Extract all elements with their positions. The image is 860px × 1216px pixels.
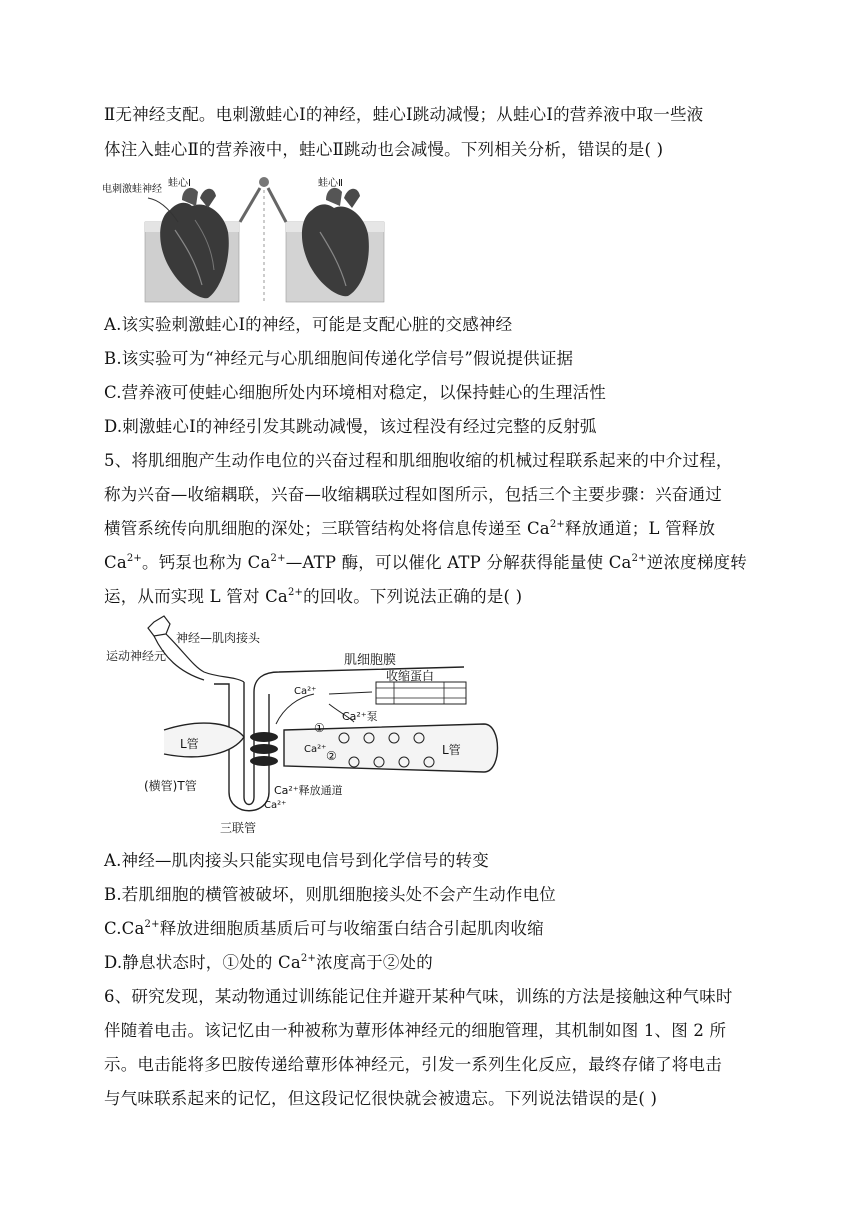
label-heart-2: 蛙心Ⅱ: [318, 178, 343, 189]
label-nmj: 神经—肌肉接头: [176, 631, 261, 645]
label-circle-1: ①: [314, 721, 325, 735]
label-l-tube-left: L管: [180, 737, 199, 751]
label-ca-l-tube: Ca²⁺: [304, 744, 327, 755]
excitation-contraction-figure: [104, 612, 504, 842]
q5-option-b: B.若肌细胞的横管被破坏，则肌细胞接头处不会产生动作电位: [104, 885, 556, 904]
q4-option-d: D.刺激蛙心Ⅰ的神经引发其跳动减慢，该过程没有经过完整的反射弧: [104, 417, 597, 436]
release-channel-icon: [250, 732, 278, 766]
q5-option-c: $C.Ca^{2+}$释放进细胞质基质后可与收缩蛋白结合引起肌肉收缩: [104, 919, 544, 938]
label-motor-neuron: 运动神经元: [106, 649, 167, 663]
q5-stem-line-2: 称为兴奋—收缩耦联，兴奋—收缩耦联过程如图所示，包括三个主要步骤：兴奋通过: [104, 485, 722, 504]
q4-stem-line-1: Ⅱ无神经支配。电刺激蛙心Ⅰ的神经，蛙心Ⅰ跳动减慢；从蛙心Ⅰ的营养液中取一些液: [104, 105, 704, 124]
q5-option-a: A.神经—肌肉接头只能实现电信号到化学信号的转变: [104, 851, 489, 870]
q4-stem-line-2: 体注入蛙心Ⅱ的营养液中，蛙心Ⅱ跳动也会减慢。下列相关分析，错误的是( ): [104, 140, 664, 159]
label-circle-2: ②: [326, 749, 337, 763]
label-heart-1: 蛙心Ⅰ: [168, 178, 191, 189]
label-contractile-protein: 收缩蛋白: [386, 669, 435, 683]
l-tube-left: [164, 723, 244, 757]
q4-option-c: C.营养液可使蛙心细胞所处内环境相对稳定，以保持蛙心的生理活性: [104, 383, 606, 402]
label-t-tube: (横管)T管: [144, 779, 197, 793]
label-electric-stimulus: 电刺激蛙神经: [102, 184, 162, 195]
label-triad: 三联管: [220, 821, 257, 835]
q5-stem-line-3: 横管系统传向肌细胞的深处；三联管结构处将信息传递至 $Ca^{2+}$释放通道；L 管释放: [104, 519, 716, 538]
pipette-icon: [240, 177, 286, 222]
frog-heart-figure: [100, 170, 390, 304]
label-l-tube-right: L管: [442, 743, 461, 757]
label-release-channel: Ca²⁺释放通道: [274, 784, 343, 797]
q6-stem-line-3: 示。电击能将多巴胺传递给蕈形体神经元，引发一系列生化反应，最终存储了将电击: [104, 1055, 722, 1074]
label-muscle-membrane: 肌细胞膜: [344, 653, 397, 668]
label-ca-pump: Ca²⁺泵: [342, 710, 378, 723]
q5-stem-line-4: $Ca^{2+}$。钙泵也称为 $Ca^{2+}—ATP$ 酶，可以催化 ATP 分解获得能量使 $Ca^{2+}$逆浓度梯度转: [104, 553, 747, 572]
label-ca-cytosol: Ca²⁺: [294, 686, 317, 697]
q4-option-a: A.该实验刺激蛙心Ⅰ的神经，可能是支配心脏的交感神经: [104, 315, 513, 334]
q5-option-d: D.静息状态时，①处的 $Ca^{2+}$浓度高于②处的: [104, 953, 433, 972]
q6-stem-line-4: 与气味联系起来的记忆，但这段记忆很快就会被遗忘。下列说法错误的是( ): [104, 1089, 658, 1108]
q6-stem-line-1: 6、研究发现，某动物通过训练能记住并避开某种气味，训练的方法是接触这种气味时: [104, 987, 733, 1006]
q6-stem-line-2: 伴随着电击。该记忆由一种被称为蕈形体神经元的细胞管理，其机制如图 1、图 2 所: [104, 1021, 727, 1040]
q5-stem-line-1: 5、将肌细胞产生动作电位的兴奋过程和肌细胞收缩的机械过程联系起来的中介过程，: [104, 451, 733, 470]
q4-option-b: B.该实验可为“神经元与心肌细胞间传递化学信号”假说提供证据: [104, 349, 574, 368]
q5-stem-line-5: 运，从而实现 L 管对 $Ca^{2+}$的回收。下列说法正确的是( ): [104, 587, 523, 606]
contractile-protein-icon: [376, 682, 466, 704]
label-ca-release: Ca²⁺: [264, 800, 287, 811]
